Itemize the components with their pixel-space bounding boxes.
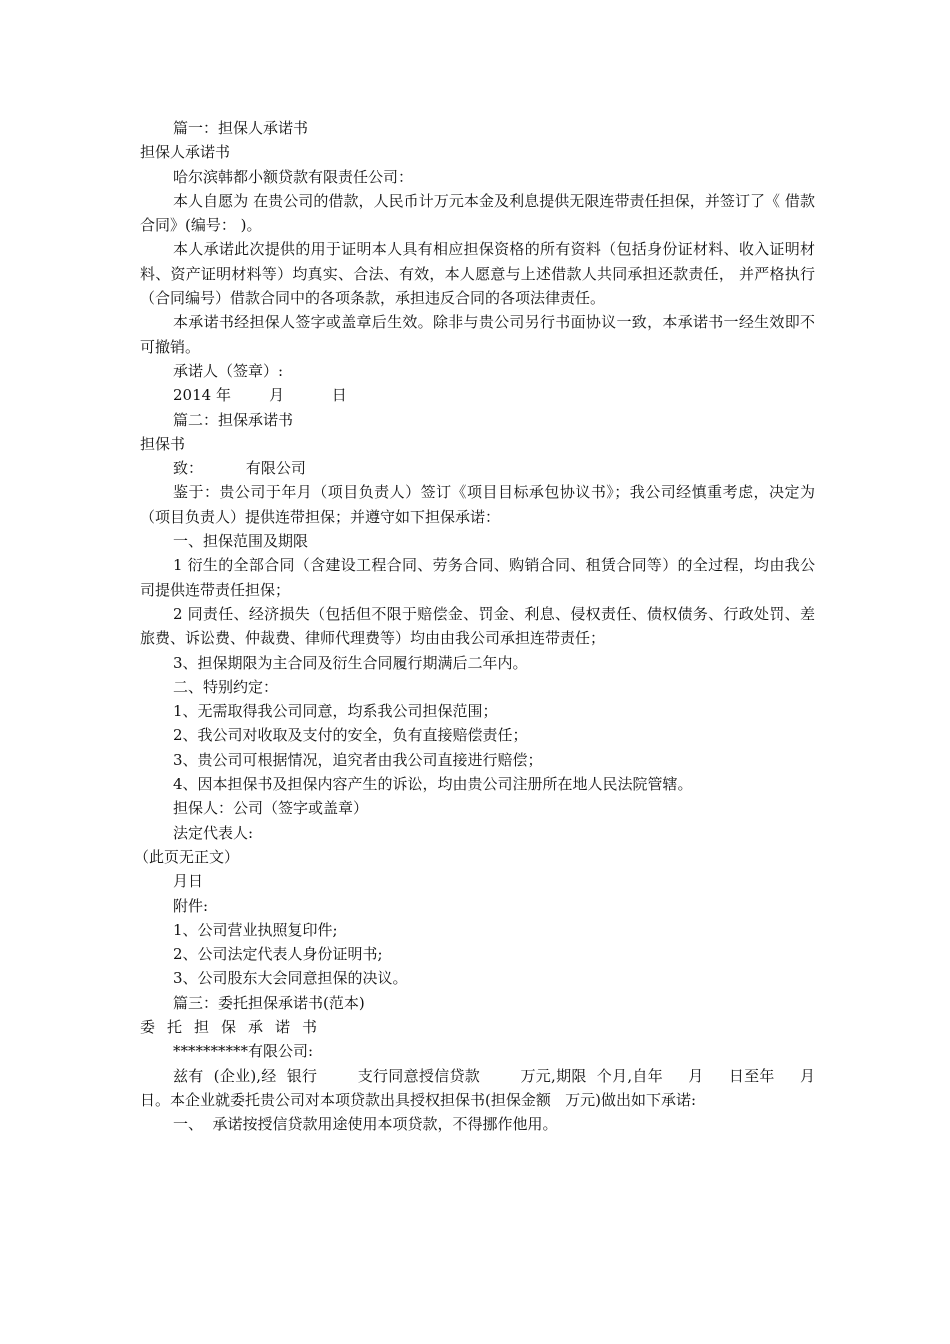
heading-guarantee-letter: 担保书 (140, 434, 186, 453)
document-body (134, 116, 839, 1136)
subheading-scope: 一、担保范围及期限 (173, 532, 309, 551)
to-line: 致： 有限公司 (173, 459, 306, 478)
scope-item-2: 2 同责任、经济损失（包括但不限于赔偿金、罚金、利息、侵权责任、债权债务、行政处罚、差旅费、诉讼费、仲裁费、律师代理费等）均由由我公司承担连带责任； (140, 604, 815, 648)
paragraph-whereas: 鉴于：贵公司于年月（项目负责人）签订《项目目标承包协议书》；我公司经慎重考虑，决定为 （项目负责人）提供连带担保；并遵守如下担保承诺： (140, 483, 815, 526)
no-text-note: （此页无正文） (134, 847, 240, 866)
paragraph-effective: 本承诺书经担保人签字或盖章后生效。除非与贵公司另行书面协议一致，本承诺书一经生效即不可撤销。 (140, 313, 815, 356)
guarantor-line: 担保人：公司（签字或盖章） (173, 799, 369, 818)
legal-rep-line: 法定代表人: (173, 823, 254, 842)
attachment-3: 3、公司股东大会同意担保的决议。 (173, 969, 408, 988)
special-item-4: 4、因本担保书及担保内容产生的诉讼，均由贵公司注册所在地人民法院管辖。 (173, 775, 693, 794)
commitment-item-1: 一、 承诺按授信贷款用途使用本项贷款，不得挪作他用。 (173, 1115, 558, 1134)
heading-entrusted-guarantee: 委托担保承诺书 (140, 1017, 330, 1036)
paragraph-credit-loan: 兹有 (企业),经 银行 支行同意授信贷款 万元,期限 个月,自年 月 日至年 月 日。本企业就委托贵公司对本项贷款出具授权担保书(担保金额 万元)做出如下承诺: (140, 1066, 839, 1109)
heading-guarantor-commitment: 担保人承诺书 (140, 143, 231, 162)
attachment-1: 1、公司营业执照复印件; (173, 920, 338, 939)
special-item-3: 3、贵公司可根据情况，追究者由我公司直接进行赔偿； (173, 750, 543, 769)
addressee-1: 哈尔滨韩都小额贷款有限责任公司： (173, 167, 414, 186)
attachment-2: 2、公司法定代表人身份证明书; (173, 945, 383, 964)
date-line: 2014 年 月 日 (173, 386, 347, 405)
signer-line: 承诺人（签章）: (173, 361, 284, 380)
subheading-special: 二、特别约定： (173, 677, 279, 696)
paragraph-commitment: 本人承诺此次提供的用于证明本人具有相应担保资格的所有资料（包括身份证材料、收入证明材料、资产证明材料等）均真实、合法、有效，本人愿意与上述借款人共同承担还款责任， 并严格执行 （合同编号）借款合同中的各项条款，承担违反合同的各项法律责任。 (140, 240, 815, 308)
section-title-3: 篇三：委托担保承诺书(范本) (173, 993, 365, 1012)
paragraph-loan-guarantee: 本人自愿为 在贵公司的借款，人民币计万元本金及利息提供无限连带责任担保，并签订了《 借款合同》(编号： )。 (140, 191, 815, 235)
addressee-3: **********有限公司: (173, 1042, 314, 1061)
scope-item-1: 1 衍生的全部合同（含建设工程合同、劳务合同、购销合同、租赁合同等）的全过程，均由我公司提供连带责任担保； (140, 556, 815, 599)
special-item-2: 2、我公司对收取及支付的安全，负有直接赔偿责任； (173, 726, 528, 745)
special-item-1: 1、无需取得我公司同意，均系我公司担保范围； (173, 702, 498, 721)
section-title-1: 篇一：担保人承诺书 (173, 119, 309, 137)
scope-item-3: 3、担保期限为主合同及衍生合同履行期满后二年内。 (173, 653, 528, 672)
section-title-2: 篇二：担保承诺书 (173, 410, 294, 429)
attachments-label: 附件: (173, 896, 209, 915)
month-day-line: 月日 (173, 872, 204, 891)
